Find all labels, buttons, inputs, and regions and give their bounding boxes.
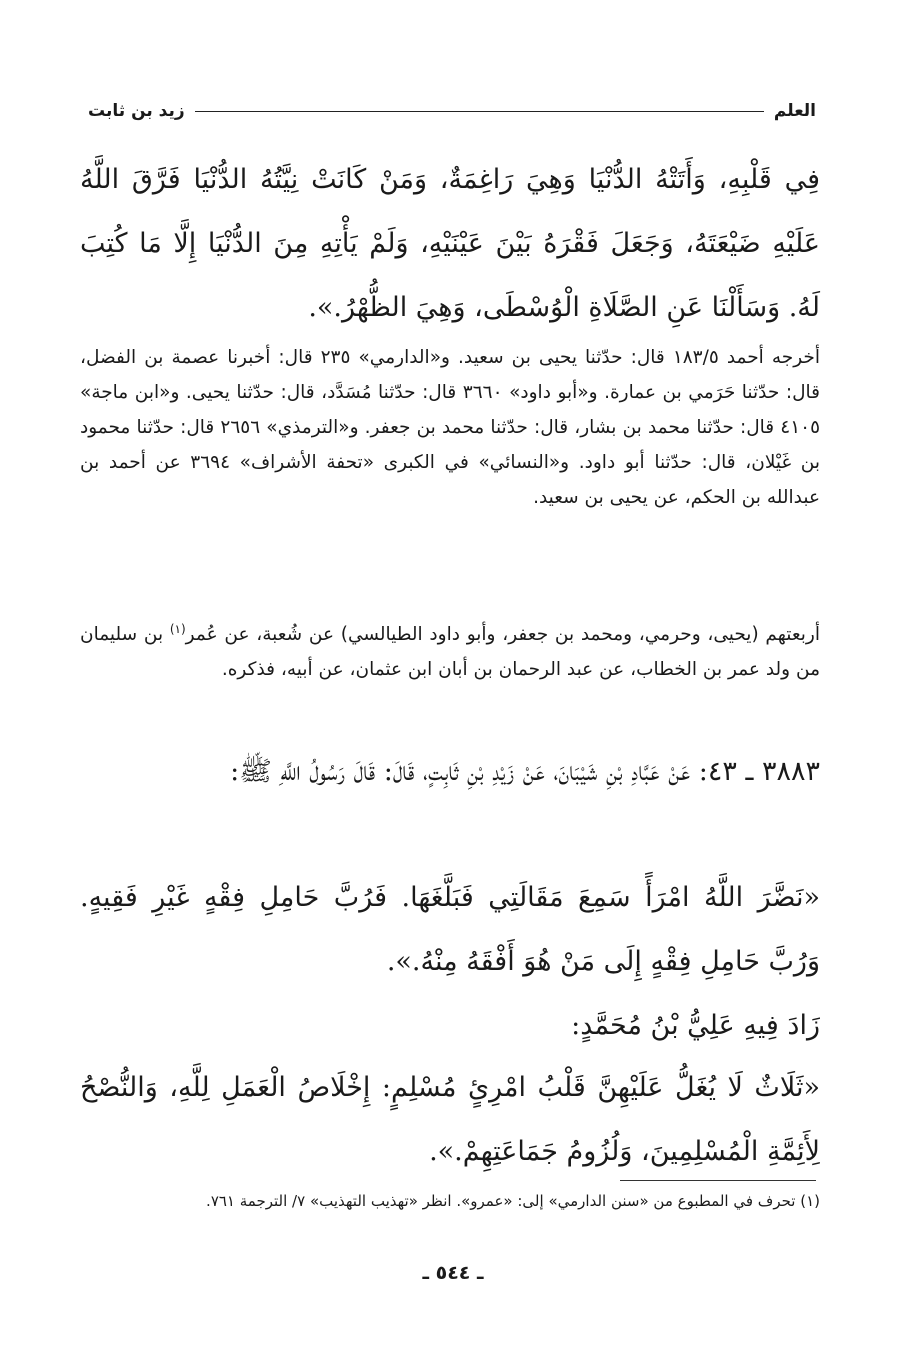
isnad-text-part-2: بن سليمان من ولد عمر بن الخطاب، عن عبد الرحمان بن أبان ابن عثمان، عن أبيه، فذكره.	[80, 624, 820, 681]
addition-text: «ثَلَاثٌ لَا يُغَلُّ عَلَيْهِنَّ قَلْبُ امْرِئٍ مُسْلِمٍ: إِخْلَاصُ الْعَمَلِ لِلَّهِ، وَالنُّصْحُ لِأَئِمَّةِ الْمُسْلِمِينَ، وَلُزُومُ جَمَاعَتِهِمْ.».	[80, 1072, 820, 1167]
chapter-title: العلم	[773, 101, 816, 121]
isnad-text-part-1: أربعتهم (يحيى، وحرمي، ومحمد بن جعفر، وأبو داود الطيالسي) عن شُعبة، عن عُمر	[185, 624, 820, 646]
hadith-continuation: فِي قَلْبِهِ، وَأَتَتْهُ الدُّنْيَا وَهِيَ رَاغِمَةٌ، وَمَنْ كَانَتْ نِيَّتُهُ الدُّنْيَا فَرَّقَ اللَّهُ عَلَيْهِ ضَيْعَتَهُ، وَجَعَلَ فَقْرَهُ بَيْنَ عَيْنَيْهِ، وَلَمْ يَأْتِهِ مِنَ الدُّنْيَا إِلَّا مَا كُتِبَ لَهُ. وَسَأَلْنَا عَنِ الصَّلَاةِ الْوُسْطَى، وَهِيَ الظُّهْرُ.».	[80, 164, 820, 323]
takhrij-paragraph: أخرجه أحمد ١٨٣/٥ قال: حدّثنا يحيى بن سعيد. و«الدارمي» ٢٣٥ قال: أخبرنا عصمة بن الفضل، قال: حدّثنا حَرَمي بن عمارة. و«أبو داود» ٣٦٦٠ قال: حدّثنا مُسَدَّد، قال: حدّثنا يحيى. و«ابن ماجة» ٤١٠٥ قال: حدّثنا محمد بن بشار، قال: حدّثنا محمد بن جعفر. و«الترمذي» ٢٦٥٦ قال: حدّثنا محمود بن غَيْلان، قال: حدّثنا أبو داود. و«النسائي» في الكبرى «تحفة الأشراف» ٣٦٩٤ عن أحمد بن عبدالله بن الحكم، عن يحيى بن سعيد.	[80, 347, 821, 508]
isnad-paragraph	[80, 612, 820, 687]
hadith-43-heading: ٣٨٨٣ ـ ٤٣: عَنْ عَبَّادِ بْنِ شَيْبَانَ، عَنْ زَيْدِ بْنِ ثَابِتٍ، قَالَ: قَالَ رَسُولُ اللَّهِ ﷺ:	[230, 756, 820, 787]
footnote-marker: (١)	[169, 622, 186, 636]
header-rule	[195, 111, 764, 112]
footnote-text: (١) تحرف في المطبوع من «سنن الدارمي» إلى: «عمرو». انظر «تهذيب التهذيب» ٧/ الترجمة ٧٦١.	[206, 1192, 820, 1210]
footnote-rule	[620, 1180, 816, 1181]
page-number: ـ ٥٤٤ ـ	[422, 1262, 484, 1284]
hadith-43-text: «نَضَّرَ اللَّهُ امْرَأً سَمِعَ مَقَالَتِي فَبَلَّغَهَا. فَرُبَّ حَامِلِ فِقْهٍ غَيْرِ فَقِيهٍ. وَرُبَّ حَامِلِ فِقْهٍ إِلَى مَنْ هُوَ أَفْقَهُ مِنْهُ.».	[80, 882, 820, 977]
running-header	[88, 96, 816, 126]
section-title: زيد بن ثابت	[88, 101, 185, 121]
addition-intro: زَادَ فِيهِ عَلِيُّ بْنُ مُحَمَّدٍ:	[571, 1010, 820, 1041]
